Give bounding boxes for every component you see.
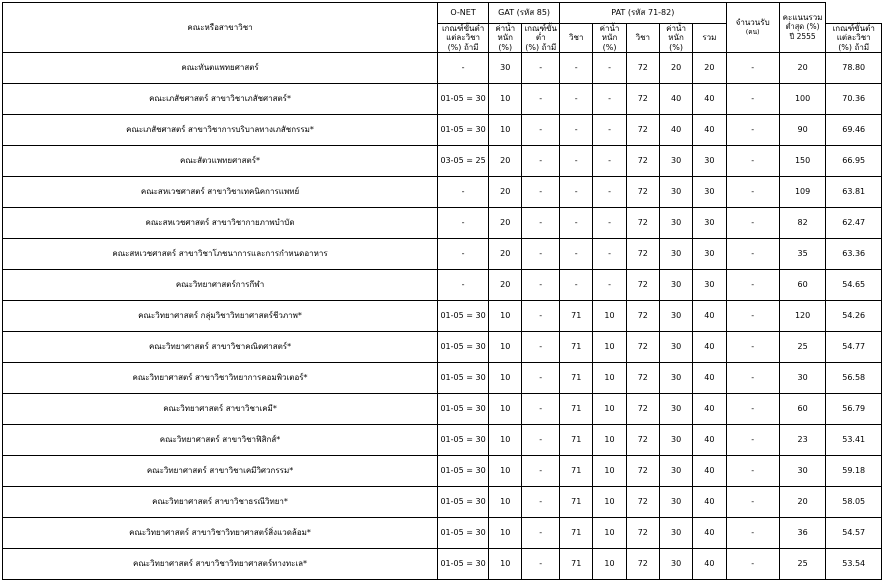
row-onet-min: 01-05 = 30	[438, 301, 489, 332]
row-pat-subject2: 72	[626, 363, 659, 394]
header-group-gat: GAT (รหัส 85)	[489, 3, 560, 24]
header-total-score-label: คะแนนรวม	[782, 13, 823, 23]
row-pat-min: -	[726, 115, 779, 146]
table-row	[3, 177, 882, 208]
table-row	[3, 115, 882, 146]
row-pat-weight2: 30	[659, 239, 692, 270]
row-pat-total: 30	[693, 239, 726, 270]
row-quota: 20	[779, 487, 826, 518]
row-quota: 90	[779, 115, 826, 146]
row-gat-weight: 20	[489, 270, 522, 301]
row-pat-weight2: 30	[659, 549, 692, 580]
row-faculty-name: คณะวิทยาศาสตร์การกีฬา	[3, 270, 438, 301]
row-quota: 109	[779, 177, 826, 208]
document-page	[0, 2, 884, 569]
header-quota	[726, 3, 779, 53]
row-gat-weight: 10	[489, 518, 522, 549]
row-gat-weight: 10	[489, 115, 522, 146]
table-row	[3, 53, 882, 84]
row-faculty-name: คณะสัตวแพทยศาสตร์*	[3, 146, 438, 177]
row-quota: 25	[779, 332, 826, 363]
row-gat-min: -	[522, 208, 560, 239]
row-gat-weight: 10	[489, 363, 522, 394]
row-pat-subject1: -	[560, 239, 593, 270]
row-pat-subject2: 72	[626, 549, 659, 580]
header-pat-subject1-l1: วิชา	[569, 33, 584, 43]
row-pat-subject1: -	[560, 208, 593, 239]
row-score: 56.79	[826, 394, 882, 425]
row-pat-total: 40	[693, 84, 726, 115]
row-pat-subject2: 72	[626, 456, 659, 487]
row-pat-weight1: 10	[593, 549, 626, 580]
header-group-onet: O-NET	[438, 3, 489, 24]
table-body	[3, 53, 882, 580]
row-pat-total: 30	[693, 146, 726, 177]
row-pat-total: 40	[693, 456, 726, 487]
row-pat-weight1: -	[593, 53, 626, 84]
row-pat-weight1: -	[593, 270, 626, 301]
row-gat-min: -	[522, 84, 560, 115]
row-faculty-name: คณะวิทยาศาสตร์ สาขาวิชาฟิสิกส์*	[3, 425, 438, 456]
row-gat-weight: 20	[489, 239, 522, 270]
row-pat-subject1: -	[560, 53, 593, 84]
row-score: 54.26	[826, 301, 882, 332]
row-quota: 150	[779, 146, 826, 177]
row-pat-subject2: 72	[626, 425, 659, 456]
header-pat-weight2-l2: (%)	[669, 42, 683, 52]
table-row	[3, 84, 882, 115]
row-pat-subject1: 71	[560, 332, 593, 363]
row-faculty-name: คณะวิทยาศาสตร์ สาขาวิชาคณิตศาสตร์*	[3, 332, 438, 363]
header-gat-min	[522, 24, 560, 53]
header-onet-min-l2: (%) ถ้ามี	[447, 42, 479, 52]
row-quota: 20	[779, 53, 826, 84]
row-onet-min: 01-05 = 30	[438, 84, 489, 115]
row-pat-min: -	[726, 363, 779, 394]
row-pat-subject2: 72	[626, 239, 659, 270]
header-gat-weight	[489, 24, 522, 53]
table-row	[3, 332, 882, 363]
row-pat-weight2: 30	[659, 301, 692, 332]
row-pat-weight1: -	[593, 84, 626, 115]
row-pat-subject1: -	[560, 270, 593, 301]
row-pat-weight2: 30	[659, 425, 692, 456]
row-pat-weight1: -	[593, 239, 626, 270]
row-onet-min: -	[438, 270, 489, 301]
row-gat-min: -	[522, 115, 560, 146]
header-gat-min-l1: เกณฑ์ขั้นต่ำ	[524, 24, 558, 43]
header-pat-total-l1: รวม	[702, 33, 717, 43]
row-score: 70.36	[826, 84, 882, 115]
row-pat-subject2: 72	[626, 177, 659, 208]
row-gat-min: -	[522, 394, 560, 425]
row-pat-subject1: 71	[560, 301, 593, 332]
row-pat-min: -	[726, 487, 779, 518]
row-quota: 23	[779, 425, 826, 456]
row-pat-weight1: -	[593, 115, 626, 146]
table-row	[3, 487, 882, 518]
row-onet-min: 01-05 = 30	[438, 549, 489, 580]
header-pat-weight1-l1: ค่าน้ำหนัก	[599, 24, 620, 43]
row-gat-min: -	[522, 177, 560, 208]
header-pat-min-l2: (%) ถ้ามี	[838, 42, 870, 52]
header-quota-label: จำนวนรับ	[735, 18, 770, 28]
row-pat-weight1: 10	[593, 332, 626, 363]
table-row	[3, 456, 882, 487]
header-gat-min-l2: (%) ถ้ามี	[525, 42, 557, 52]
row-pat-weight1: -	[593, 177, 626, 208]
row-gat-min: -	[522, 53, 560, 84]
header-pat-weight2-l1: ค่าน้ำหนัก	[666, 24, 686, 43]
row-gat-min: -	[522, 456, 560, 487]
row-pat-total: 40	[693, 425, 726, 456]
table-row	[3, 270, 882, 301]
header-gat-weight-l2: (%)	[498, 42, 513, 52]
row-pat-min: -	[726, 53, 779, 84]
header-gat-weight-l1: ค่าน้ำหนัก	[495, 24, 516, 43]
row-pat-subject1: 71	[560, 487, 593, 518]
row-gat-weight: 10	[489, 456, 522, 487]
row-gat-weight: 20	[489, 208, 522, 239]
header-total-score	[779, 3, 826, 53]
row-gat-weight: 10	[489, 394, 522, 425]
row-gat-min: -	[522, 239, 560, 270]
row-pat-subject1: 71	[560, 425, 593, 456]
table-row	[3, 549, 882, 580]
header-pat-subject2	[626, 24, 659, 53]
row-faculty-name: คณะวิทยาศาสตร์ สาขาวิชาวิทยาศาสตร์ทางทะเล*	[3, 549, 438, 580]
row-pat-total: 40	[693, 301, 726, 332]
row-pat-weight2: 30	[659, 456, 692, 487]
header-pat-subject2-l1: วิชา	[635, 33, 650, 43]
row-quota: 82	[779, 208, 826, 239]
row-gat-weight: 20	[489, 177, 522, 208]
row-gat-weight: 30	[489, 53, 522, 84]
row-pat-weight2: 40	[659, 84, 692, 115]
row-faculty-name: คณะสหเวชศาสตร์ สาขาวิชาโภชนาการและการกำหนดอาหาร	[3, 239, 438, 270]
row-pat-weight1: -	[593, 208, 626, 239]
table-row	[3, 239, 882, 270]
header-pat-weight1-l2: (%)	[602, 42, 617, 52]
row-quota: 30	[779, 363, 826, 394]
row-pat-weight2: 30	[659, 518, 692, 549]
row-pat-subject2: 72	[626, 208, 659, 239]
row-faculty-name: คณะวิทยาศาสตร์ สาขาวิชาวิทยาศาสตร์สิ่งแวดล้อม*	[3, 518, 438, 549]
row-onet-min: 01-05 = 30	[438, 425, 489, 456]
row-pat-min: -	[726, 456, 779, 487]
row-quota: 60	[779, 394, 826, 425]
row-gat-weight: 20	[489, 146, 522, 177]
row-onet-min: -	[438, 177, 489, 208]
row-gat-weight: 10	[489, 425, 522, 456]
row-pat-weight1: 10	[593, 518, 626, 549]
row-pat-weight1: 10	[593, 394, 626, 425]
table-row	[3, 394, 882, 425]
row-pat-min: -	[726, 177, 779, 208]
row-pat-min: -	[726, 394, 779, 425]
row-onet-min: 01-05 = 30	[438, 518, 489, 549]
row-onet-min: 01-05 = 30	[438, 332, 489, 363]
row-score: 63.81	[826, 177, 882, 208]
row-quota: 35	[779, 239, 826, 270]
row-pat-subject2: 72	[626, 332, 659, 363]
row-pat-min: -	[726, 208, 779, 239]
row-pat-subject1: -	[560, 115, 593, 146]
row-pat-weight2: 30	[659, 270, 692, 301]
row-pat-total: 30	[693, 270, 726, 301]
row-pat-weight2: 30	[659, 177, 692, 208]
row-score: 53.54	[826, 549, 882, 580]
row-pat-weight2: 30	[659, 487, 692, 518]
row-pat-total: 40	[693, 487, 726, 518]
row-score: 63.36	[826, 239, 882, 270]
row-pat-weight2: 30	[659, 332, 692, 363]
row-pat-weight2: 40	[659, 115, 692, 146]
row-pat-weight2: 30	[659, 208, 692, 239]
table-row	[3, 208, 882, 239]
row-score: 69.46	[826, 115, 882, 146]
row-pat-total: 40	[693, 332, 726, 363]
row-pat-weight2: 30	[659, 146, 692, 177]
row-onet-min: 01-05 = 30	[438, 456, 489, 487]
row-pat-subject1: 71	[560, 456, 593, 487]
row-faculty-name: คณะวิทยาศาสตร์ สาขาวิชาวิทยาการคอมพิวเตอร์*	[3, 363, 438, 394]
row-score: 59.18	[826, 456, 882, 487]
row-pat-total: 40	[693, 115, 726, 146]
row-quota: 120	[779, 301, 826, 332]
row-gat-min: -	[522, 518, 560, 549]
row-score: 54.77	[826, 332, 882, 363]
admission-criteria-table	[2, 2, 882, 580]
row-pat-weight1: 10	[593, 487, 626, 518]
row-pat-weight2: 30	[659, 363, 692, 394]
row-pat-subject2: 72	[626, 115, 659, 146]
table-row	[3, 425, 882, 456]
row-pat-min: -	[726, 239, 779, 270]
row-quota: 60	[779, 270, 826, 301]
row-score: 54.57	[826, 518, 882, 549]
row-pat-subject2: 72	[626, 394, 659, 425]
row-gat-weight: 10	[489, 487, 522, 518]
row-faculty-name: คณะวิทยาศาสตร์ สาขาวิชาธรณีวิทยา*	[3, 487, 438, 518]
header-group-row	[3, 3, 882, 24]
table-row	[3, 518, 882, 549]
row-pat-subject2: 72	[626, 487, 659, 518]
header-onet-min-l1: เกณฑ์ขั้นต่ำแต่ละวิชา	[441, 24, 485, 43]
table-row	[3, 363, 882, 394]
row-pat-total: 40	[693, 394, 726, 425]
row-gat-min: -	[522, 549, 560, 580]
row-pat-subject2: 72	[626, 53, 659, 84]
row-faculty-name: คณะวิทยาศาสตร์ สาขาวิชาเคมี*	[3, 394, 438, 425]
row-quota: 36	[779, 518, 826, 549]
row-score: 66.95	[826, 146, 882, 177]
row-gat-weight: 10	[489, 332, 522, 363]
header-pat-min	[826, 24, 882, 53]
row-pat-weight1: 10	[593, 301, 626, 332]
header-pat-weight1	[593, 24, 626, 53]
row-quota: 100	[779, 84, 826, 115]
header-onet-min	[438, 24, 489, 53]
row-pat-min: -	[726, 518, 779, 549]
header-pat-subject1	[560, 24, 593, 53]
row-onet-min: -	[438, 239, 489, 270]
row-pat-min: -	[726, 332, 779, 363]
row-pat-total: 30	[693, 208, 726, 239]
row-pat-subject1: -	[560, 84, 593, 115]
row-pat-weight2: 30	[659, 394, 692, 425]
row-pat-total: 40	[693, 518, 726, 549]
row-gat-min: -	[522, 270, 560, 301]
row-faculty-name: คณะเภสัชศาสตร์ สาขาวิชาการบริบาลทางเภสัชกรรม*	[3, 115, 438, 146]
row-score: 62.47	[826, 208, 882, 239]
row-pat-weight1: 10	[593, 425, 626, 456]
row-pat-min: -	[726, 549, 779, 580]
row-pat-weight1: 10	[593, 456, 626, 487]
row-quota: 30	[779, 456, 826, 487]
row-pat-min: -	[726, 301, 779, 332]
row-pat-min: -	[726, 84, 779, 115]
header-pat-min-l1: เกณฑ์ขั้นต่ำแต่ละวิชา	[832, 24, 875, 43]
row-gat-weight: 10	[489, 84, 522, 115]
row-faculty-name: คณะวิทยาศาสตร์ กลุ่มวิชาวิทยาศาสตร์ชีวภาพ*	[3, 301, 438, 332]
row-pat-subject1: -	[560, 146, 593, 177]
row-gat-min: -	[522, 363, 560, 394]
row-faculty-name: คณะวิทยาศาสตร์ สาขาวิชาเคมีวิศวกรรม*	[3, 456, 438, 487]
row-onet-min: -	[438, 53, 489, 84]
row-pat-subject1: -	[560, 177, 593, 208]
row-pat-total: 30	[693, 177, 726, 208]
row-pat-min: -	[726, 425, 779, 456]
row-gat-min: -	[522, 487, 560, 518]
row-gat-min: -	[522, 425, 560, 456]
row-pat-subject2: 72	[626, 270, 659, 301]
row-pat-subject2: 72	[626, 518, 659, 549]
row-gat-min: -	[522, 301, 560, 332]
row-onet-min: 01-05 = 30	[438, 487, 489, 518]
row-pat-weight1: -	[593, 146, 626, 177]
row-onet-min: 01-05 = 30	[438, 394, 489, 425]
row-pat-weight2: 20	[659, 53, 692, 84]
row-onet-min: 01-05 = 30	[438, 115, 489, 146]
row-gat-min: -	[522, 332, 560, 363]
table-header	[3, 3, 882, 53]
row-faculty-name: คณะสหเวชศาสตร์ สาขาวิชากายภาพบำบัด	[3, 208, 438, 239]
row-score: 56.58	[826, 363, 882, 394]
header-pat-total	[693, 24, 726, 53]
row-pat-subject1: 71	[560, 549, 593, 580]
header-total-score-sub2: ปี 2555	[789, 32, 816, 42]
row-pat-subject2: 72	[626, 84, 659, 115]
header-group-pat: PAT (รหัส 71-82)	[560, 3, 726, 24]
row-pat-subject2: 72	[626, 146, 659, 177]
row-quota: 25	[779, 549, 826, 580]
row-score: 58.05	[826, 487, 882, 518]
row-gat-min: -	[522, 146, 560, 177]
header-faculty: คณะหรือสาขาวิชา	[3, 3, 438, 53]
header-pat-weight2	[659, 24, 692, 53]
row-pat-subject2: 72	[626, 301, 659, 332]
row-score: 54.65	[826, 270, 882, 301]
row-score: 78.80	[826, 53, 882, 84]
header-total-score-sub1: ต่ำสุด (%)	[785, 22, 820, 32]
row-onet-min: -	[438, 208, 489, 239]
row-pat-subject1: 71	[560, 518, 593, 549]
row-gat-weight: 10	[489, 301, 522, 332]
row-faculty-name: คณะเภสัชศาสตร์ สาขาวิชาเภสัชศาสตร์*	[3, 84, 438, 115]
row-pat-total: 20	[693, 53, 726, 84]
row-pat-weight1: 10	[593, 363, 626, 394]
row-pat-subject1: 71	[560, 394, 593, 425]
row-pat-total: 40	[693, 363, 726, 394]
row-pat-subject1: 71	[560, 363, 593, 394]
row-gat-weight: 10	[489, 549, 522, 580]
table-row	[3, 146, 882, 177]
row-pat-total: 40	[693, 549, 726, 580]
row-faculty-name: คณะสหเวชศาสตร์ สาขาวิชาเทคนิคการแพทย์	[3, 177, 438, 208]
table-row	[3, 301, 882, 332]
row-pat-min: -	[726, 146, 779, 177]
row-score: 53.41	[826, 425, 882, 456]
row-onet-min: 01-05 = 30	[438, 363, 489, 394]
row-onet-min: 03-05 = 25	[438, 146, 489, 177]
row-faculty-name: คณะทันตแพทยศาสตร์	[3, 53, 438, 84]
row-pat-min: -	[726, 270, 779, 301]
header-quota-unit: (คน)	[745, 28, 760, 37]
